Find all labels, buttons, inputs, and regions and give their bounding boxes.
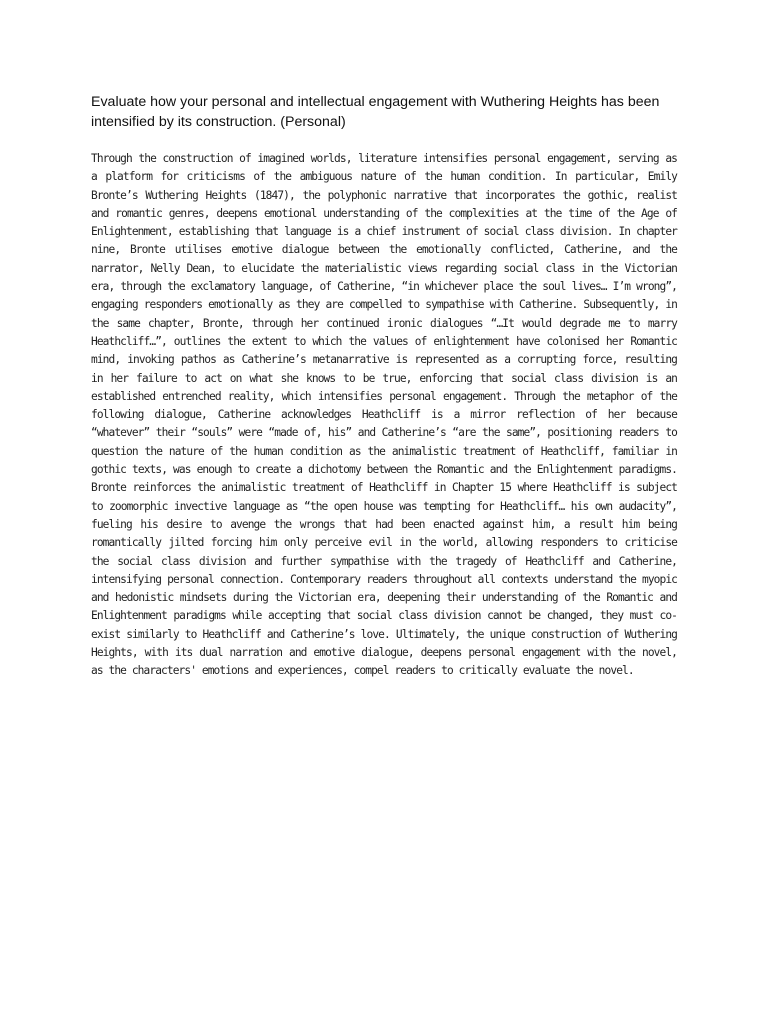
essay-body-paragraph: Through the construction of imagined worlds, literature intensifies personal engagement, serving as a platform for criticisms of the ambiguous nature of the human condition. In particular, Emily Bronte’s Wuthering Heights (1847), the polyphonic narrative that incorporates the gothic, realist and romantic genres, deepens emotional understanding of the complexities at the time of the Age of Enlightenment, establishing that language is a chief instrument of social class division. In chapter nine, Bronte utilises emotive dialogue between the emotionally conflicted, Catherine, and the narrator, Nelly Dean, to elucidate the materialistic views regarding social class in the Victorian era, through the exclamatory language, of Catherine, “in whichever place the soul lives… I’m wrong”, engaging responders emotionally as they are compelled to sympathise with Catherine. Subsequently, in the same chapter, Bronte, through her continued ironic dialogues “…It would degrade me to marry Heathcliff…”, outlines the extent to which the values of enlightenment have colonised her Romantic mind, invoking pathos as Catherine’s metanarrative is represented as a corrupting force, resulting in her failure to act on what she knows to be true, enforcing that social class division is an established entrenched reality, which intensifies personal engagement. Through the metaphor of the following dialogue, Catherine acknowledges Heathcliff is a mirror reflection of her because “whatever” their “souls” were “made of, his” and Catherine’s “are the same”, positioning readers to question the nature of the human condition as the animalistic treatment of Heathcliff, familiar in gothic texts, was enough to create a dichotomy between the Romantic and the Enlightenment paradigms. Bronte reinforces the animalistic treatment of Heathcliff in Chapter 15 where Heathcliff is subject to zoomorphic invective language as “the open house was tempting for Heathcliff… his own audacity”, fueling his desire to avenge the wrongs that had been enacted against him, a result him being romantically jilted forcing him only perceive evil in the world, allowing responders to criticise the social class division and further sympathise with the tragedy of Heathcliff and Catherine, intensifying personal connection. Contemporary readers throughout all contexts understand the myopic and hedonistic mindsets during the Victorian era, deepening their understanding of the Romantic and Enlightenment paradigms while accepting that social class division cannot be changed, they must co-exist similarly to Heathcliff and Catherine’s love. Ultimately, the unique construction of Wuthering Heights, with its dual narration and emotive dialogue, deepens personal engagement with the novel, as the characters' emotions and experiences, compel readers to critically evaluate the novel. — [91, 152, 677, 678]
essay-question-heading: Evaluate how your personal and intellectual engagement with Wuthering Heights has been intensified by its construction. (Personal) — [91, 94, 660, 130]
